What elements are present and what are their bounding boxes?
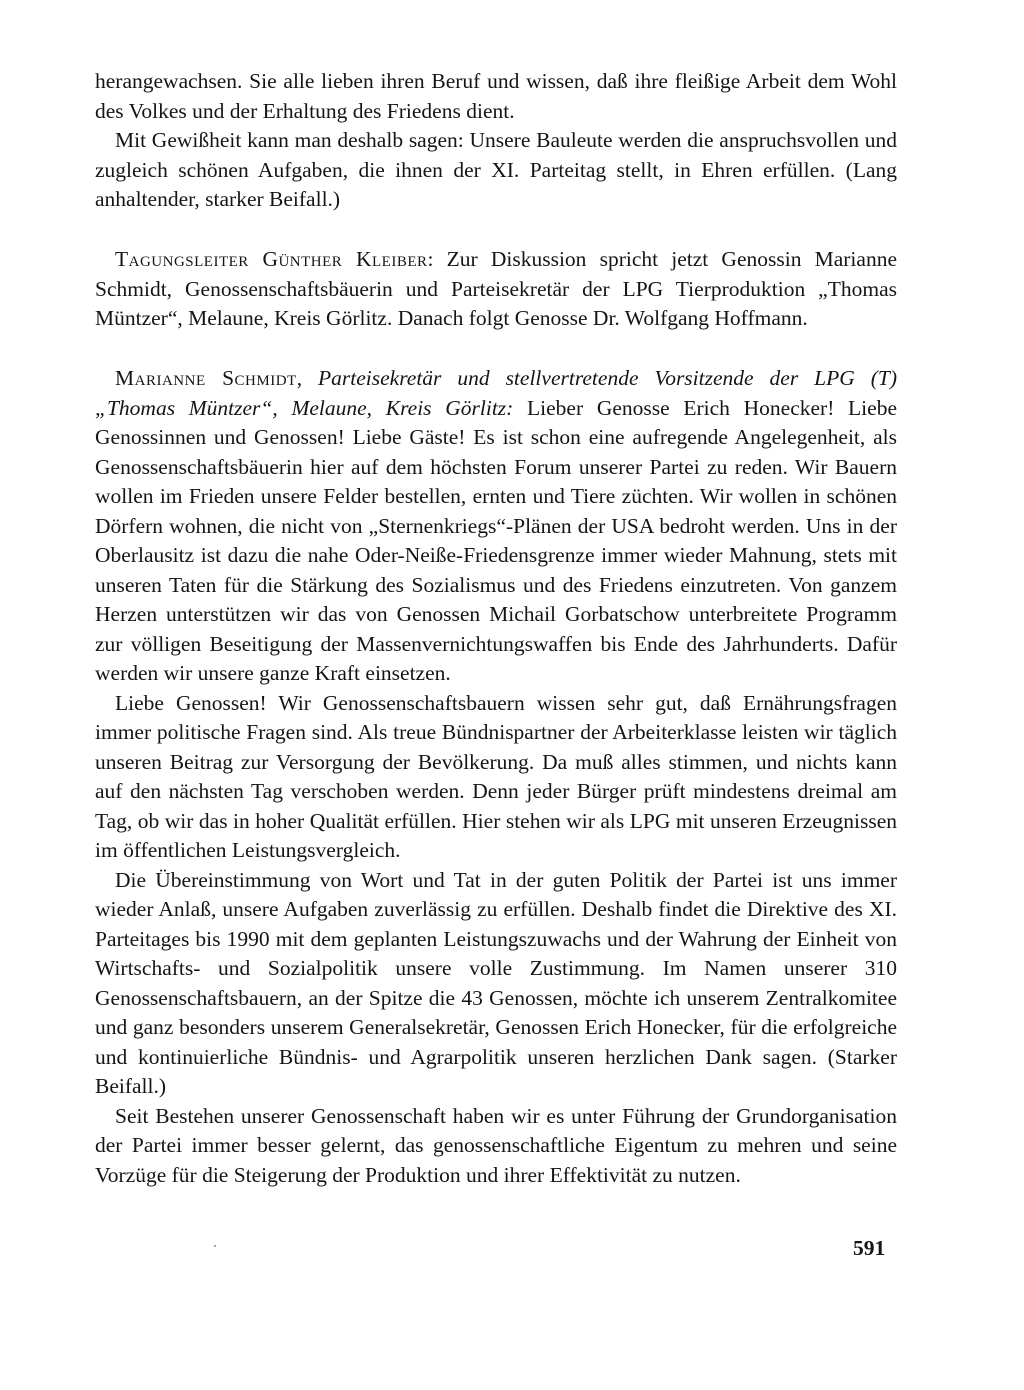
speech-paragraph-2: Liebe Genossen! Wir Genossenschaftsbauern wissen sehr gut, daß Ernährungsfragen immer politische Fragen sind. Als treue Bündnispartner der Arbeiterklasse leisten wir täglich unseren Beitrag zur Versorgung der Bevölkerung. Da muß alles stimmen, und nichts kann auf den nächsten Tag verschoben werden. Denn jeder Bürger prüft mindestens dreimal am Tag, ob wir das in hoher Qualität erfüllen. Hier stehen wir als LPG mit unseren Erzeugnissen im öffentlichen Leistungsvergleich.: [95, 690, 897, 862]
speech-paragraph-3: Die Übereinstimmung von Wort und Tat in der guten Politik der Partei ist uns immer wieder Anlaß, unsere Aufgaben zuverlässig zu erfüllen. Deshalb findet die Direktive des XI. Parteitages bis 1990 mit dem geplanten Leistungszuwachs und der Wahrung der Einheit von Wirtschafts- und Sozialpolitik unsere volle Zustimmung. Im Namen unserer 310 Genossenschaftsbauern, an der Spitze die 43 Genossen, möchte ich unserem Zentralkomitee und ganz besonders unserem Generalsekretär, Genossen Erich Honecker, für die erfolgreiche und kontinuierliche Bündnis- und Agrarpolitik unseren herzlichen Dank sagen. (Starker Beifall.): [95, 867, 897, 1098]
speech-opening-paragraph: Marianne Schmidt, Parteisekretär und stellvertretende Vorsitzende der LPG (T) „Thomas Müntzer“, Melaune, Kreis Görlitz: Lieber Genosse Erich Honecker! Liebe Genossinnen und Genossen! Liebe Gäste! Es ist schon eine aufregende Angelegenheit, als Genossenschaftsbäuerin hier auf dem höchsten Forum unserer Partei zu reden. Wir Bauern wollen im Frieden unsere Felder bestellen, ernten und Tiere züchten. Wir wollen in schönen Dörfern wohnen, die nicht von „Sternenkriegs“-Plänen der USA bedroht werden. Uns in der Oberlausitz ist dazu die nahe Oder-Neiße-Friedensgrenze immer wieder Mahnung, stets mit unseren Taten für die Stärkung des Sozialismus und des Friedens einzutreten. Von ganzem Herzen unterstützen wir das von Genossen Michail Gorbatschow unterbreitete Programm zur völligen Beseitigung der Massenvernichtungswaffen bis Ende des Jahrhunderts. Dafür werden wir unsere ganze Kraft einsetzen.: [95, 366, 897, 685]
chair-speaker-name: Tagungsleiter Günther Kleiber: [115, 247, 428, 271]
chair-announcement-block: [95, 245, 897, 334]
speaker-name: Marianne Schmidt: [115, 366, 297, 390]
speech-paragraph-4: Seit Bestehen unserer Genossenschaft haben wir es unter Führung der Grundorganisation der Partei immer besser gelernt, das genossenschaftliche Eigentum zu mehren und seine Vorzüge für die Steigerung der Produktion und ihrer Effektivität zu nutzen.: [95, 1103, 897, 1187]
paragraph-continuation: herangewachsen. Sie alle lieben ihren Beruf und wissen, daß ihre fleißige Arbeit dem Wohl des Volkes und der Erhaltung des Friedens dient.: [95, 69, 897, 123]
speaker-role: Parteisekretär und stellvertretende Vorsitzende der LPG (T) „Thomas Müntzer“, Melaune, Kreis Görlitz:: [95, 366, 897, 420]
speech-block: [95, 364, 897, 1190]
scan-speck: [214, 1245, 216, 1247]
page-number: 591: [853, 1236, 886, 1260]
chair-announcement-text: : Zur Diskussion spricht jetzt Genossin Marianne Schmidt, Genossenschaftsbäuerin und Parteisekretär der LPG Tierproduktion „Thomas Müntzer“, Melaune, Kreis Görlitz. Danach folgt Genosse Dr. Wolfgang Hoffmann.: [95, 247, 897, 330]
continued-speech-block: [95, 67, 897, 215]
speech-opening-text: Lieber Genosse Erich Honecker! Liebe Genossinnen und Genossen! Liebe Gäste! Es ist schon eine aufregende Angelegenheit, als Genossenschaftsbäuerin hier auf dem höchsten Forum unserer Partei zu reden. Wir Bauern wollen im Frieden unsere Felder bestellen, ernten und Tiere züchten. Wir wollen in schönen Dörfern wohnen, die nicht von „Sternenkriegs“-Plänen der USA bedroht werden. Uns in der Oberlausitz ist dazu die nahe Oder-Neiße-Friedensgrenze immer wieder Mahnung, stets mit unseren Taten für die Stärkung des Sozialismus und des Friedens einzutreten. Von ganzem Herzen unterstützen wir das von Genossen Michail Gorbatschow unterbreitete Programm zur völligen Beseitigung der Massenvernichtungswaffen bis Ende des Jahrhunderts. Dafür werden wir unsere ganze Kraft einsetzen.: [95, 395, 897, 685]
paragraph-closing: Mit Gewißheit kann man deshalb sagen: Unsere Bauleute werden die anspruchsvollen und zugleich schönen Aufgaben, die ihnen der XI. Parteitag stellt, in Ehren erfüllen. (Lang anhaltender, starker Beifall.): [95, 128, 897, 211]
chair-announcement: [95, 245, 897, 334]
